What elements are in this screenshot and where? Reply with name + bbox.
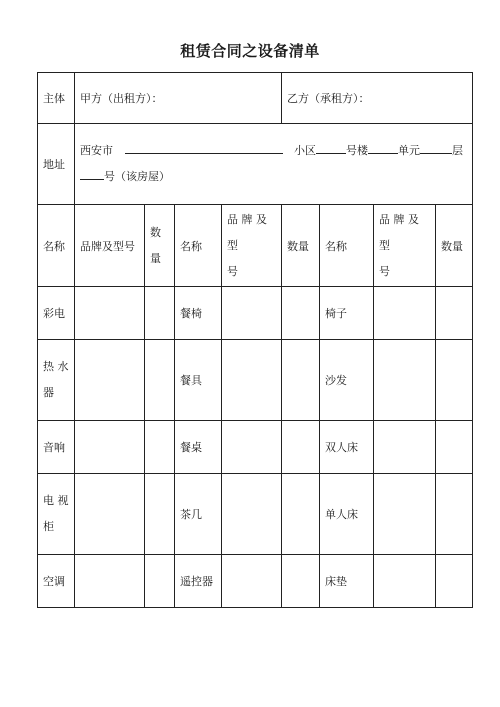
item-name: 沙发: [320, 340, 374, 421]
qty-cell[interactable]: [436, 421, 473, 474]
brand-cell[interactable]: [75, 474, 145, 555]
item-name-line2: 柜: [43, 520, 54, 533]
item-name: 餐椅: [175, 287, 222, 340]
header-brand-3-line1: 品 牌 及 型: [379, 212, 419, 252]
community-label: 小区: [294, 144, 316, 157]
brand-cell[interactable]: [374, 340, 436, 421]
header-qty-2: 数量: [282, 205, 320, 287]
party-b-field[interactable]: 乙方（承租方）：: [282, 73, 473, 124]
city-label: 西安市: [80, 144, 113, 157]
header-name-3: 名称: [320, 205, 374, 287]
item-name: 双人床: [320, 421, 374, 474]
address-line-2: [80, 164, 467, 190]
table-row: [38, 287, 473, 340]
item-name: 餐桌: [175, 421, 222, 474]
qty-cell[interactable]: [436, 474, 473, 555]
item-name-line1: 热 水: [43, 360, 69, 373]
header-row: [38, 205, 473, 287]
item-name: 餐具: [175, 340, 222, 421]
item-name: 空调: [38, 555, 75, 608]
qty-cell[interactable]: [282, 340, 320, 421]
party-row: [38, 73, 473, 124]
floor-label: 层: [452, 144, 463, 157]
item-name: [38, 340, 75, 421]
header-brand-2: [222, 205, 282, 287]
brand-cell[interactable]: [374, 474, 436, 555]
qty-cell[interactable]: [145, 287, 175, 340]
brand-cell[interactable]: [75, 555, 145, 608]
table-row: [38, 340, 473, 421]
brand-cell[interactable]: [75, 340, 145, 421]
item-name: 音响: [38, 421, 75, 474]
header-name-1: 名称: [38, 205, 75, 287]
item-name-line2: 器: [43, 386, 54, 399]
address-label: 地址: [38, 124, 75, 205]
district-blank[interactable]: [125, 141, 283, 154]
qty-cell[interactable]: [436, 287, 473, 340]
qty-cell[interactable]: [436, 340, 473, 421]
qty-cell[interactable]: [145, 555, 175, 608]
brand-cell[interactable]: [222, 340, 282, 421]
qty-cell[interactable]: [436, 555, 473, 608]
address-field[interactable]: [75, 124, 473, 205]
item-name: 遥控器: [175, 555, 222, 608]
brand-cell[interactable]: [222, 474, 282, 555]
table-row: [38, 474, 473, 555]
page-title: 租赁合同之设备清单: [180, 42, 320, 60]
brand-cell[interactable]: [222, 421, 282, 474]
item-name: 彩电: [38, 287, 75, 340]
community-blank[interactable]: [316, 141, 346, 154]
item-name: [38, 474, 75, 555]
item-name: 茶几: [175, 474, 222, 555]
building-blank[interactable]: [368, 141, 398, 154]
header-brand-1: 品牌及型号: [75, 205, 145, 287]
unit-blank[interactable]: [420, 141, 452, 154]
qty-cell[interactable]: [145, 340, 175, 421]
brand-cell[interactable]: [374, 555, 436, 608]
header-qty-1-line1: 数: [150, 225, 161, 239]
party-a-field[interactable]: 甲方（出租方）：: [75, 73, 282, 124]
brand-cell[interactable]: [75, 421, 145, 474]
item-name-line1: 电 视: [43, 494, 69, 507]
party-label: 主体: [38, 73, 75, 124]
address-line-1: [80, 138, 467, 164]
qty-cell[interactable]: [145, 421, 175, 474]
header-brand-3: [374, 205, 436, 287]
qty-cell[interactable]: [282, 474, 320, 555]
header-qty-1-line2: 量: [150, 251, 161, 265]
qty-cell[interactable]: [282, 555, 320, 608]
equipment-table: [37, 72, 473, 608]
header-brand-2-line2: 号: [227, 264, 238, 278]
header-brand-2-line1: 品 牌 及 型: [227, 212, 267, 252]
header-qty-3: 数量: [436, 205, 473, 287]
header-brand-3-line2: 号: [379, 264, 390, 278]
room-label: 号（该房屋）: [104, 170, 170, 183]
room-blank[interactable]: [80, 167, 104, 180]
brand-cell[interactable]: [222, 287, 282, 340]
item-name: 单人床: [320, 474, 374, 555]
building-label: 号楼: [346, 144, 368, 157]
brand-cell[interactable]: [222, 555, 282, 608]
unit-label: 单元: [398, 144, 420, 157]
qty-cell[interactable]: [282, 287, 320, 340]
item-name: 椅子: [320, 287, 374, 340]
table-row: [38, 555, 473, 608]
item-name: 床垫: [320, 555, 374, 608]
brand-cell[interactable]: [374, 287, 436, 340]
brand-cell[interactable]: [374, 421, 436, 474]
header-qty-1: [145, 205, 175, 287]
table-row: [38, 421, 473, 474]
header-name-2: 名称: [175, 205, 222, 287]
address-row: [38, 124, 473, 205]
qty-cell[interactable]: [145, 474, 175, 555]
brand-cell[interactable]: [75, 287, 145, 340]
qty-cell[interactable]: [282, 421, 320, 474]
